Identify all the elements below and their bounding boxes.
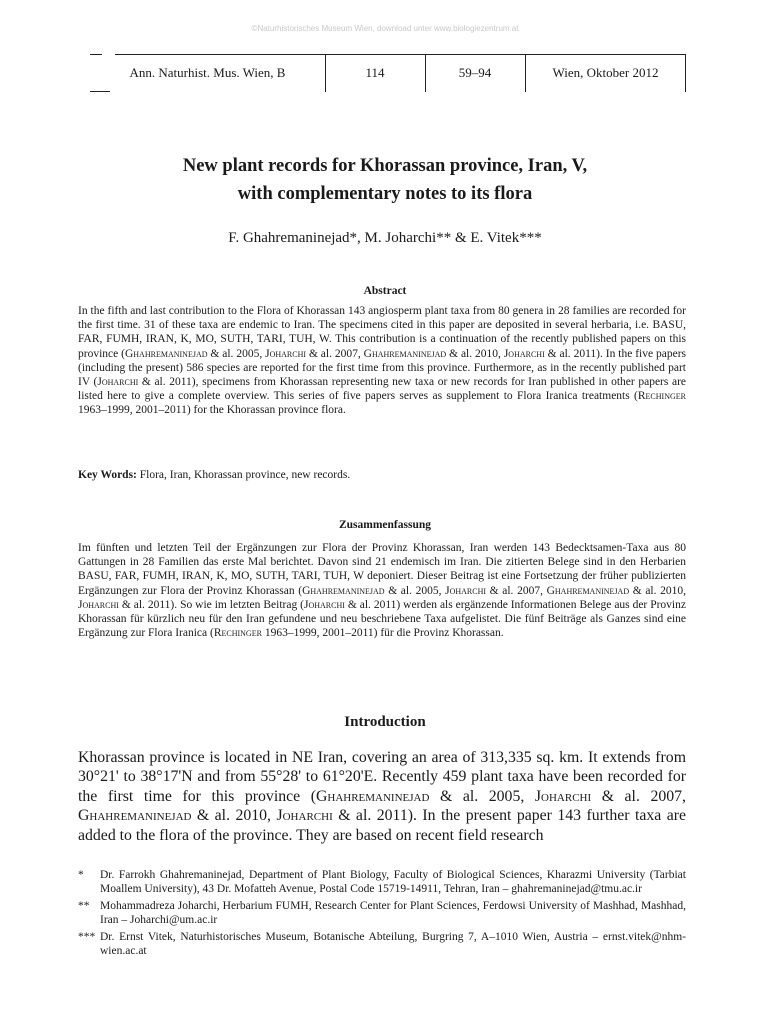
zusammenfassung-heading: Zusammenfassung <box>338 519 432 531</box>
title-line-2: with complementary notes to its flora <box>237 184 533 204</box>
footnote-1 <box>78 868 686 897</box>
footnotes <box>78 868 686 960</box>
footnote-text: Dr. Ernst Vitek, Naturhistorisches Museum, Botanische Abteilung, Burgring 7, A–1010 Wien, Austria – ernst.vitek@nhm-wien.ac.at <box>100 930 686 958</box>
journal-name: Ann. Naturhist. Mus. Wien, B <box>129 65 286 80</box>
header-right-edge <box>685 54 686 92</box>
place-date: Wien, Oktober 2012 <box>552 65 659 80</box>
keywords <box>78 468 686 482</box>
volume-number: 114 <box>365 65 385 80</box>
page-range: 59–94 <box>458 65 492 80</box>
footnote-2 <box>78 899 686 928</box>
title-line-1: New plant records for Khorassan province, Iran, V, <box>182 156 588 176</box>
author-list: F. Ghahremaninejad*, M. Joharchi** & E. Vitek*** <box>228 230 542 246</box>
footnote-mark: *** <box>78 930 96 943</box>
footnote-text: Dr. Farrokh Ghahremaninejad, Department of Plant Biology, Faculty of Biological Sciences, Kharazmi University (Tarbiat Moallem University), 43 Dr. Mofatteh Avenue, Postal Code 15719-14911, Tehran, Iran – ghahremaninejad@tmu.ac.ir <box>100 869 686 896</box>
keywords-label: Key Words: <box>78 469 137 481</box>
abstract-heading: Abstract <box>363 285 407 297</box>
watermark: ©Naturhistorisches Museum Wien, download unter www.biologiezentrum.at <box>251 24 519 33</box>
abstract-text: In the fifth and last contribution to the Flora of Khorassan 143 angiosperm plant taxa from 80 genera in 28 families are recorded for the first time. 31 of these taxa are endemic to Iran. The specimens cited in this paper are deposited in several herbaria, i.e. BASU, FAR, FUMH, IRAN, K, MO, SUTH, TARI, TUH, W. This contribution is a continuation of the recently published papers on this province (Ghahremaninejad & al. 2005, Joharchi & al. 2007, Ghahremaninejad & al. 2010, Joharchi & al. 2011). In the five papers (including the present) 586 species are reported for the first time from this province. Furthermore, as in the recently published part IV (Joharchi & al. 2011), specimens from Khorassan representing new taxa or new records for Iran published in other papers are listed here to give a complete overview. This series of five papers serves as supplement to Flora Iranica treatments (Rechinger 1963–1999, 2001–2011) for the Khorassan province flora. <box>78 305 687 417</box>
footnote-mark: ** <box>78 899 90 912</box>
introduction-text: Khorassan province is located in NE Iran, covering an area of 313,335 sq. km. It extends from 30°21' to 38°17'N and from 55°28' to 61°20'E. Recently 459 plant taxa have been recorded for the first time for this province (Ghahremaninejad & al. 2005, Joharchi & al. 2007, Ghahremaninejad & al. 2010, Joharchi & al. 2011). In the present paper 143 further taxa are added to the flora of the province. They are based on recent field research <box>78 749 687 844</box>
footnote-3 <box>78 930 686 959</box>
paper-title <box>0 152 770 208</box>
journal-header <box>90 54 686 92</box>
keywords-text: Flora, Iran, Khorassan province, new records. <box>136 469 351 481</box>
footnote-mark: * <box>78 869 84 881</box>
footnote-text: Mohammadreza Joharchi, Herbarium FUMH, Research Center for Plant Sciences, Ferdowsi University of Mashhad, Mashhad, Iran – Joharchi@um.ac.ir <box>100 899 686 927</box>
zusammenfassung-text: Im fünften und letzten Teil der Ergänzungen zur Flora der Provinz Khorassan, Iran werden 143 Bedecktsamen-Taxa aus 80 Gattungen in 28 Familien das erste Mal berichtet. Davon sind 21 endemisch im Iran. Die zitierten Belege sind in den Herbarien BASU, FAR, FUMH, IRAN, K, MO, SUTH, TARI, TUH, W deponiert. Dieser Beitrag ist eine Fortsetzung der früher publizierten Ergänzungen zur Flora der Provinz Khorassan (Ghahremaninejad & al. 2005, Joharchi & al. 2007, Ghahremaninejad & al. 2010, Joharchi & al. 2011). So wie im letzten Beitrag (Joharchi & al. 2011) werden als ergänzende Informationen Belege aus der Provinz Khorassan für kürzlich neu für den Iran gefundene und neu beschriebene Taxa aufgelistet. Die fünf Beiträge als Ganzes sind eine Ergänzung zur Flora Iranica (Rechinger 1963–1999, 2001–2011) für die Provinz Khorassan. <box>78 542 687 640</box>
introduction-heading: Introduction <box>344 714 426 730</box>
